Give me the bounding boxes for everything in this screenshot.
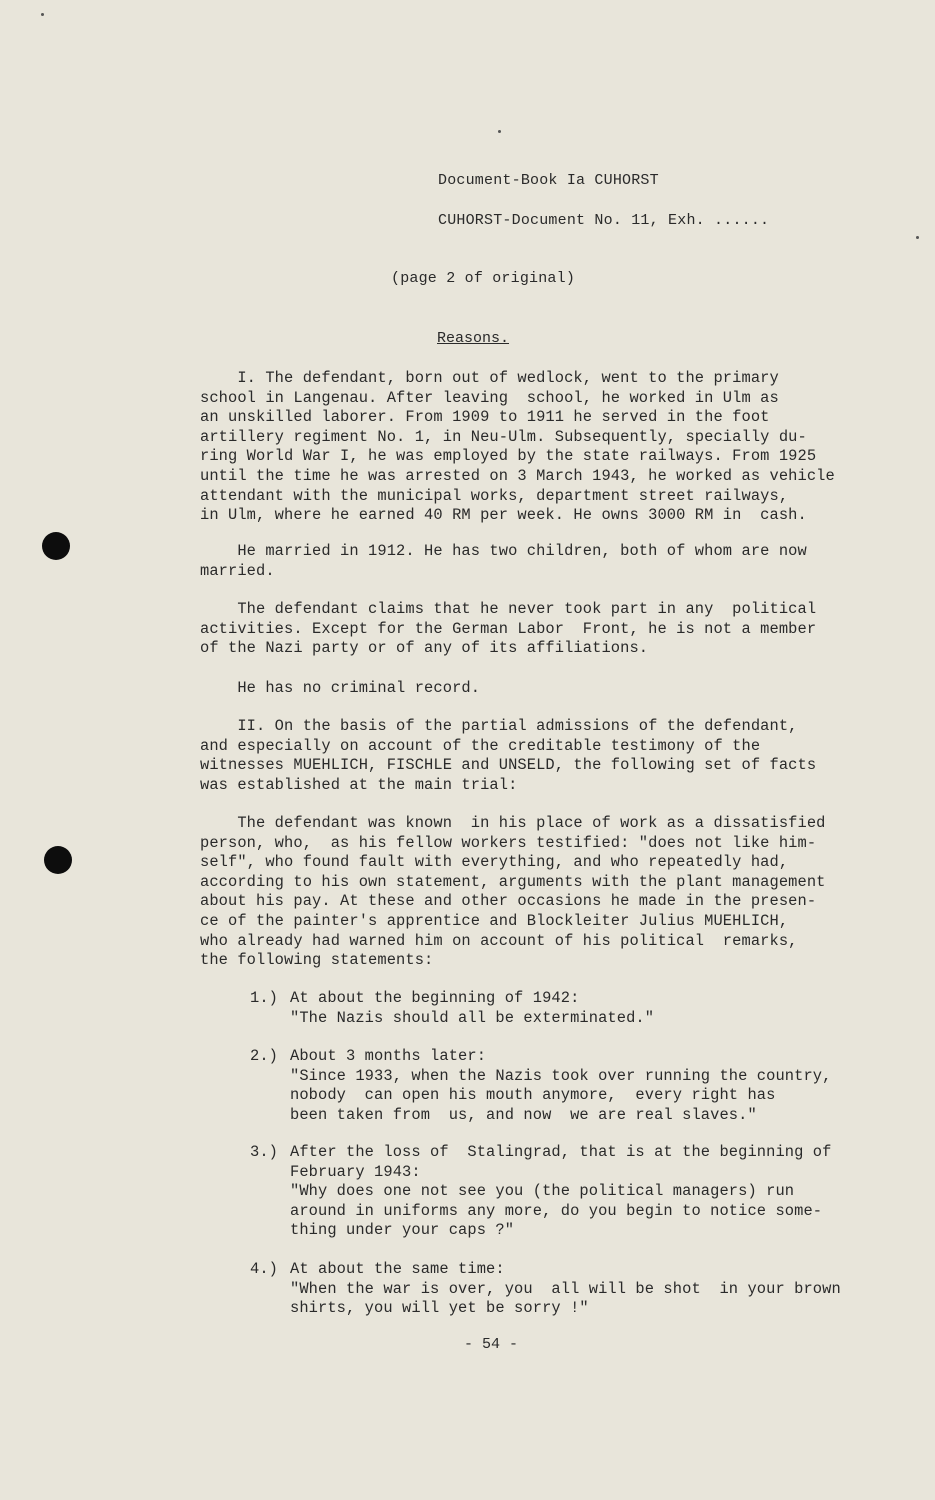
- statement-text: About 3 months later: "Since 1933, when the Nazis took over running the country, nobody can open his mouth anymore, every right has been taken from us, and now we are real slaves.": [290, 1047, 832, 1124]
- document-book-label: Document-Book Ia CUHORST: [438, 172, 659, 189]
- punch-hole: [44, 846, 72, 874]
- page-number: - 54 -: [464, 1336, 519, 1353]
- statement-text: At about the same time: "When the war is over, you all will be shot in your brown shirts, you will yet be sorry !": [290, 1260, 841, 1318]
- punch-hole: [42, 532, 70, 560]
- scan-speck: [498, 130, 501, 133]
- statement-text: At about the beginning of 1942: "The Nazis should all be exterminated.": [290, 989, 655, 1027]
- page-of-original-label: (page 2 of original): [391, 270, 576, 287]
- statement-number: 3.): [250, 1143, 279, 1161]
- paragraph-marriage: He married in 1912. He has two children, both of whom are now married.: [200, 542, 807, 580]
- statement-number: 1.): [250, 989, 279, 1007]
- paragraph-defendant-conduct: The defendant was known in his place of work as a dissatisfied person, who, as his fellow workers testified: "does not like him- self", who found fault with everything, and who repeatedly had, according to his own statement, arguments with the plant management about his pay. At these and other occasions he made in the presen- ce of the painter's apprentice and Blockleiter Julius MUEHLICH, who already had warned him on account of his political remarks, the following statements:: [200, 814, 826, 970]
- document-number-label: CUHORST-Document No. 11, Exh. ......: [438, 212, 770, 229]
- statement-number: 4.): [250, 1260, 279, 1278]
- scan-speck: [916, 236, 919, 239]
- statement-number: 2.): [250, 1047, 279, 1065]
- section-title: Reasons.: [437, 330, 510, 347]
- scan-speck: [41, 13, 44, 16]
- paragraph-established-facts: II. On the basis of the partial admissions of the defendant, and especially on account of the creditable testimony of the witnesses MUEHLICH, FISCHLE and UNSELD, the following set of facts was established at the main trial:: [200, 717, 817, 794]
- paragraph-personal-history: I. The defendant, born out of wedlock, went to the primary school in Langenau. After leaving school, he worked in Ulm as an unskilled laborer. From 1909 to 1911 he served in the foot artillery regiment No. 1, in Neu-Ulm. Subsequently, specially du- ring World War I, he was employed by the state railways. From 1925 until the time he was arrested on 3 March 1943, he worked as vehicle attendant with the municipal works, department street railways, in Ulm, where he earned 40 RM per week. He owns 3000 RM in cash.: [200, 369, 835, 525]
- paragraph-criminal-record: He has no criminal record.: [200, 679, 481, 697]
- paragraph-political-activities: The defendant claims that he never took part in any political activities. Except for the German Labor Front, he is not a member of the Nazi party or of any of its affiliations.: [200, 600, 817, 658]
- statement-text: After the loss of Stalingrad, that is at the beginning of February 1943: "Why does one not see you (the political managers) run around in uniforms any more, do you begin to notice some- thing under your caps ?": [290, 1143, 832, 1240]
